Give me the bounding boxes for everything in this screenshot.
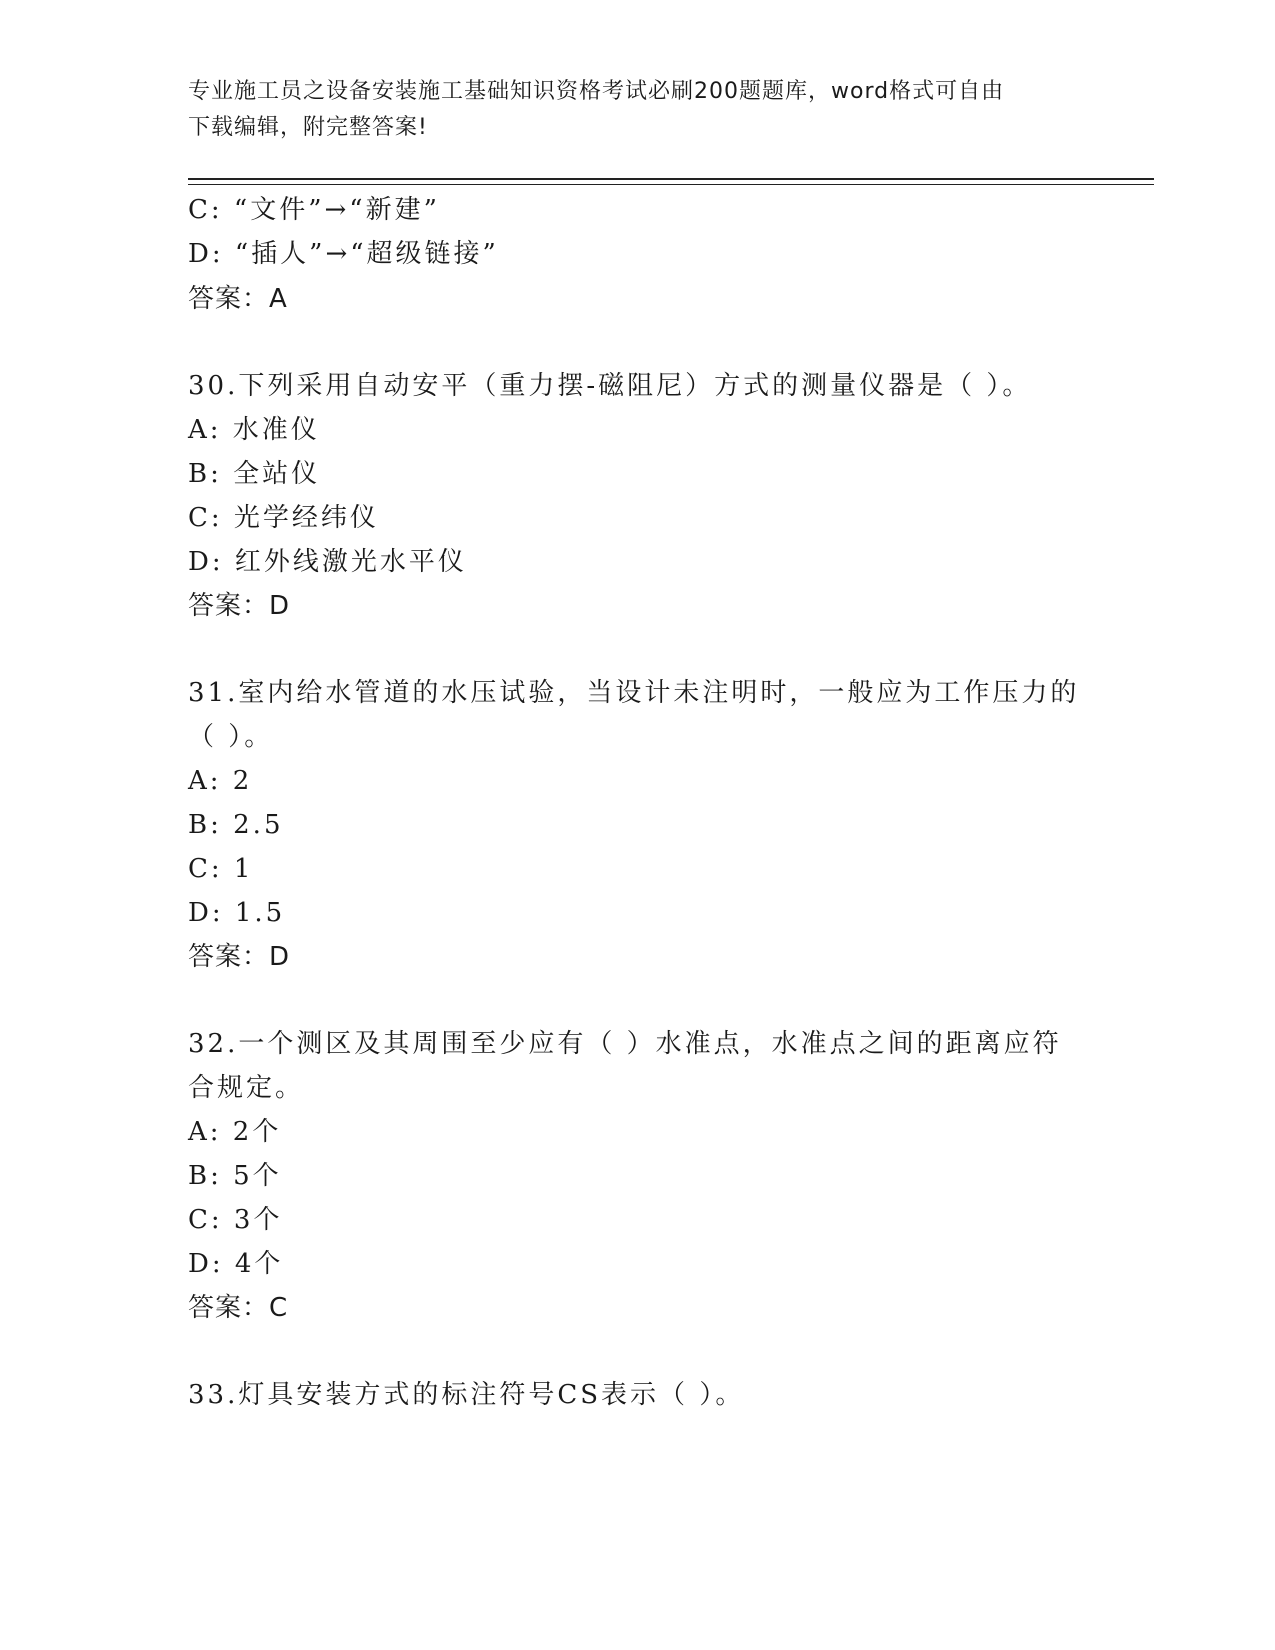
prev-answer: 答案：A bbox=[188, 284, 288, 314]
q32-option-b: B: 5个 bbox=[188, 1161, 282, 1191]
q32-answer: 答案：C bbox=[188, 1293, 289, 1323]
q31-option-c: C: 1 bbox=[188, 854, 254, 884]
q31-option-d: D: 1.5 bbox=[188, 898, 286, 928]
q33-stem: 33.灯具安装方式的标注符号CS表示（ ）。 bbox=[188, 1380, 745, 1410]
q31-option-b: B: 2.5 bbox=[188, 810, 284, 840]
q32-stem-line-2: 合规定。 bbox=[188, 1073, 305, 1103]
q30-option-b: B: 全站仪 bbox=[188, 459, 321, 489]
q32-option-a: A: 2个 bbox=[188, 1117, 282, 1147]
q32-stem-line-1: 32.一个测区及其周围至少应有（ ）水准点，水准点之间的距离应符 bbox=[188, 1029, 1062, 1059]
q30-option-a: A: 水准仪 bbox=[188, 415, 320, 445]
q30-option-d: D: 红外线激光水平仪 bbox=[188, 547, 467, 577]
q31-stem-line-1: 31.室内给水管道的水压试验，当设计未注明时，一般应为工作压力的 bbox=[188, 678, 1080, 708]
q30-answer: 答案：D bbox=[188, 591, 291, 621]
q31-answer: 答案：D bbox=[188, 942, 291, 972]
q31-stem-line-2: （ ）。 bbox=[188, 722, 274, 752]
q31-option-a: A: 2 bbox=[188, 766, 253, 796]
document-header bbox=[188, 74, 1068, 146]
header-line-1: 专业施工员之设备安装施工基础知识资格考试必刷200题题库，word格式可自由 bbox=[188, 79, 1005, 104]
prev-option-c: C: “文件”→“新建” bbox=[188, 195, 440, 225]
prev-option-d: D: “插人”→“超级链接” bbox=[188, 239, 499, 269]
header-rule-thick bbox=[188, 178, 1154, 180]
q30-option-c: C: 光学经纬仪 bbox=[188, 503, 379, 533]
header-rule-thin bbox=[188, 184, 1154, 185]
header-line-2: 下载编辑，附完整答案! bbox=[188, 115, 428, 140]
q32-option-c: C: 3个 bbox=[188, 1205, 283, 1235]
q32-option-d: D: 4个 bbox=[188, 1249, 284, 1279]
q30-stem: 30.下列采用自动安平（重力摆-磁阻尼）方式的测量仪器是（ ）。 bbox=[188, 371, 1032, 401]
